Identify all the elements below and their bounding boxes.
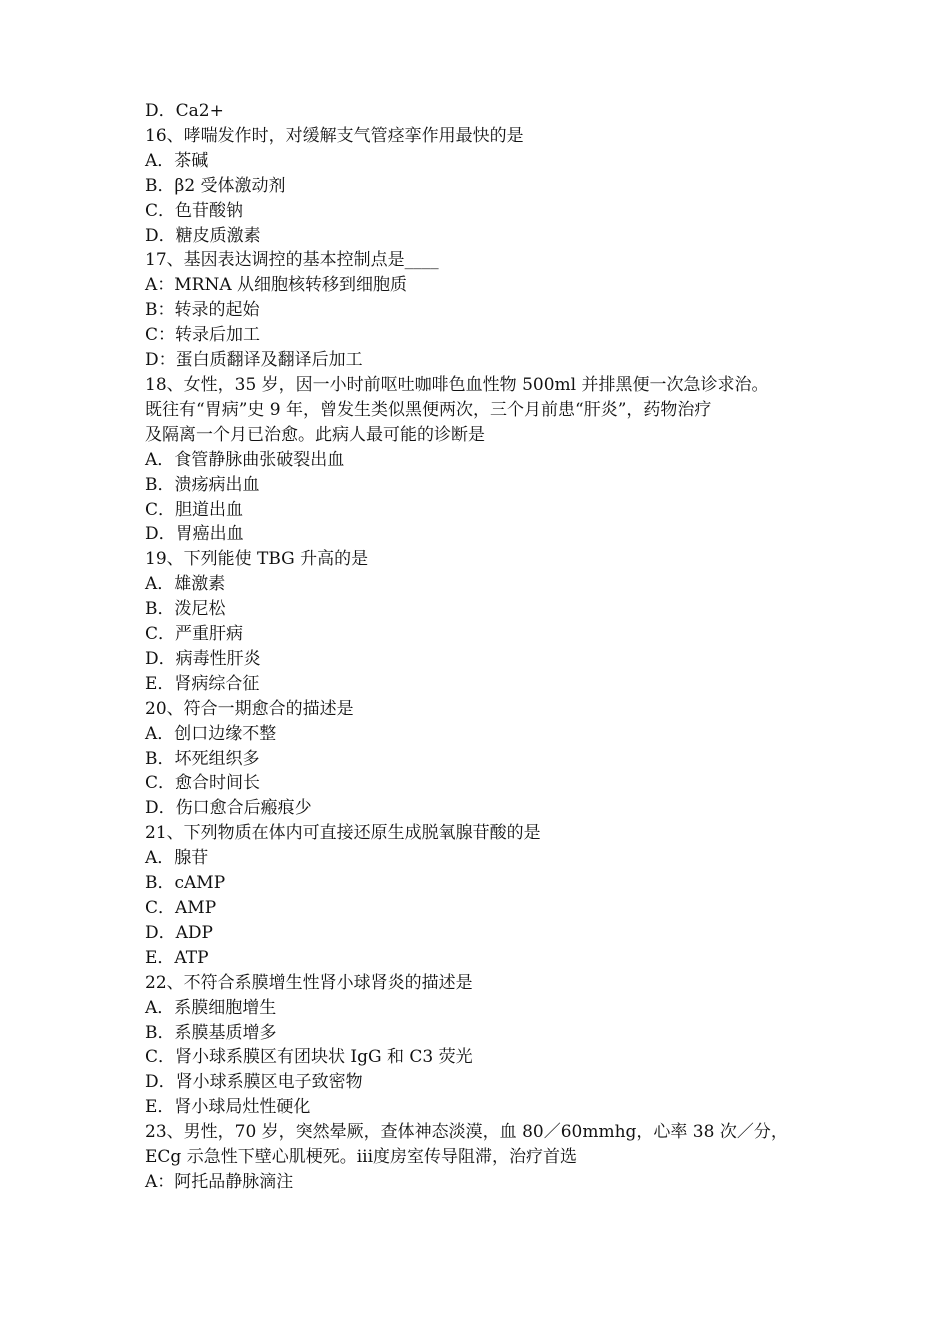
answer-option: C．色苷酸钠 <box>145 200 244 221</box>
answer-option: C．肾小球系膜区有团块状 IgG 和 C3 荧光 <box>145 1047 473 1068</box>
answer-option: D：蛋白质翻译及翻译后加工 <box>145 350 363 371</box>
answer-option: B．cAMP <box>145 873 226 894</box>
answer-option: C．愈合时间长 <box>145 773 261 794</box>
answer-option: B．泼尼松 <box>145 599 226 620</box>
question-18: 18、女性，35 岁，因一小时前呕吐咖啡色血性物 500ml 并排黑便一次急诊求治。 <box>145 374 769 395</box>
answer-option: D．伤口愈合后瘢痕少 <box>145 798 312 819</box>
answer-option: A．腺苷 <box>145 848 209 869</box>
answer-option: D．病毒性肝炎 <box>145 648 261 669</box>
answer-option: A．雄激素 <box>145 574 226 595</box>
question-23: 23、男性，70 岁，突然晕厥，查体神态淡漠，血 80／60mmhg，心率 38 次／分， <box>145 1122 788 1143</box>
question-20: 20、符合一期愈合的描述是 <box>145 698 354 719</box>
answer-option: A．食管静脉曲张破裂出血 <box>145 449 345 470</box>
answer-option: A：阿托品静脉滴注 <box>145 1171 294 1192</box>
answer-option: D．Ca2+ <box>145 101 224 121</box>
question-18-continued: 及隔离一个月已治愈。此病人最可能的诊断是 <box>145 424 485 445</box>
question-21: 21、下列物质在体内可直接还原生成脱氧腺苷酸的是 <box>145 823 541 844</box>
answer-option: B．溃疡病出血 <box>145 474 260 495</box>
question-16: 16、哮喘发作时，对缓解支气管痉挛作用最快的是 <box>145 125 524 146</box>
question-18-continued: 既往有“胃病”史 9 年，曾发生类似黑便两次，三个月前患“肝炎”，药物治疗 <box>145 399 712 420</box>
question-23-continued: ECg 示急性下壁心肌梗死。iii度房室传导阻滞，治疗首选 <box>145 1147 578 1168</box>
answer-option: E．肾小球局灶性硬化 <box>145 1097 311 1118</box>
answer-option: E．肾病综合征 <box>145 673 260 694</box>
question-list <box>145 99 810 1195</box>
answer-option: A．创口边缘不整 <box>145 723 277 744</box>
answer-option: B：转录的起始 <box>145 300 260 321</box>
answer-option: C．AMP <box>145 898 217 918</box>
answer-option: A：MRNA 从细胞核转移到细胞质 <box>145 275 408 296</box>
answer-option: E．ATP <box>145 947 209 968</box>
answer-option: D．ADP <box>145 922 213 943</box>
answer-option: D．胃癌出血 <box>145 524 244 545</box>
answer-option: B．系膜基质增多 <box>145 1022 277 1043</box>
answer-option: C．胆道出血 <box>145 499 244 520</box>
answer-option: B．坏死组织多 <box>145 748 260 769</box>
answer-option: B．β2 受体激动剂 <box>145 175 286 196</box>
answer-option: A．系膜细胞增生 <box>145 997 277 1018</box>
question-17: 17、基因表达调控的基本控制点是____ <box>145 250 439 271</box>
answer-option: A．茶碱 <box>145 150 209 171</box>
answer-option: C：转录后加工 <box>145 325 261 346</box>
answer-option: D．糖皮质激素 <box>145 225 261 246</box>
answer-option: D．肾小球系膜区电子致密物 <box>145 1072 363 1093</box>
question-19: 19、下列能使 TBG 升高的是 <box>145 549 369 570</box>
question-22: 22、不符合系膜增生性肾小球肾炎的描述是 <box>145 972 473 993</box>
answer-option: C．严重肝病 <box>145 624 244 645</box>
